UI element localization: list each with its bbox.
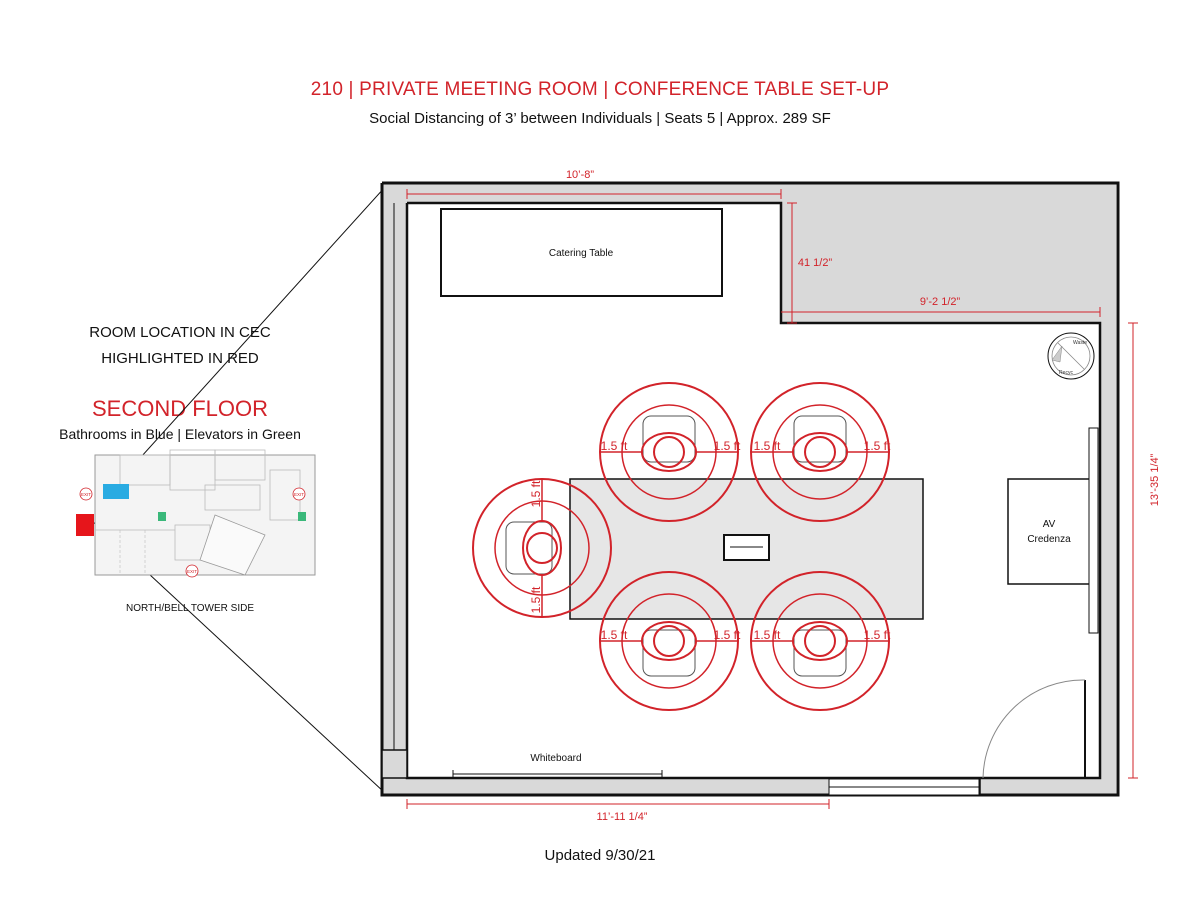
distance-label: 1.5 ft	[529, 586, 543, 614]
waste-recycle-bins	[1048, 333, 1094, 379]
exit-label: EXIT	[80, 492, 92, 497]
dimension-bottom-width: 11’-11 1/4”	[596, 811, 648, 823]
dimension-notch-height: 41 1/2”	[797, 257, 833, 269]
distance-label: 1.5 ft	[863, 628, 891, 642]
wall-screen	[1089, 428, 1098, 633]
av-credenza-label-1: AV	[1042, 519, 1056, 530]
distance-label: 1.5 ft	[863, 439, 891, 453]
dimension-top-width: 10’-8”	[565, 169, 595, 181]
dimension-notch-width: 9’-2 1/2”	[919, 296, 961, 308]
floor-heading: SECOND FLOOR	[91, 396, 269, 421]
catering-table-label: Catering Table	[548, 248, 614, 259]
location-line-1: ROOM LOCATION IN CEC	[89, 324, 271, 341]
page-title: 210 | PRIVATE MEETING ROOM | CONFERENCE TABLE SET-UP	[310, 79, 890, 100]
distance-label: 1.5 ft	[529, 480, 543, 508]
whiteboard-label: Whiteboard	[530, 753, 582, 764]
av-credenza-label-2: Credenza	[1027, 534, 1071, 545]
exit-label: EXIT	[186, 569, 198, 574]
location-line-2: HIGHLIGHTED IN RED	[101, 350, 259, 367]
elevator-marker	[158, 512, 166, 521]
distance-label: 1.5 ft	[713, 439, 741, 453]
distance-label: 1.5 ft	[600, 439, 628, 453]
page-subtitle: Social Distancing of 3’ between Individuals | Seats 5 | Approx. 289 SF	[369, 110, 831, 127]
distance-label: 1.5 ft	[600, 628, 628, 642]
exit-label: EXIT	[293, 492, 305, 497]
distance-label: 1.5 ft	[753, 439, 781, 453]
orientation-label: NORTH/BELL TOWER SIDE	[126, 603, 254, 614]
updated-date: Updated 9/30/21	[544, 847, 656, 864]
elevator-marker	[298, 512, 306, 521]
room-highlight	[76, 514, 94, 536]
mini-floor-map	[76, 450, 315, 577]
distance-label: 1.5 ft	[753, 628, 781, 642]
floor-legend: Bathrooms in Blue | Elevators in Green	[59, 426, 301, 442]
dimension-right-height: 13’-35 1/4”	[1149, 453, 1161, 507]
waste-label: Waste	[1073, 340, 1087, 346]
av-credenza	[1008, 479, 1090, 584]
recycle-label: Recyc	[1059, 370, 1073, 376]
bathroom-marker	[103, 484, 129, 499]
callout-line-top	[113, 187, 385, 488]
distance-label: 1.5 ft	[713, 628, 741, 642]
